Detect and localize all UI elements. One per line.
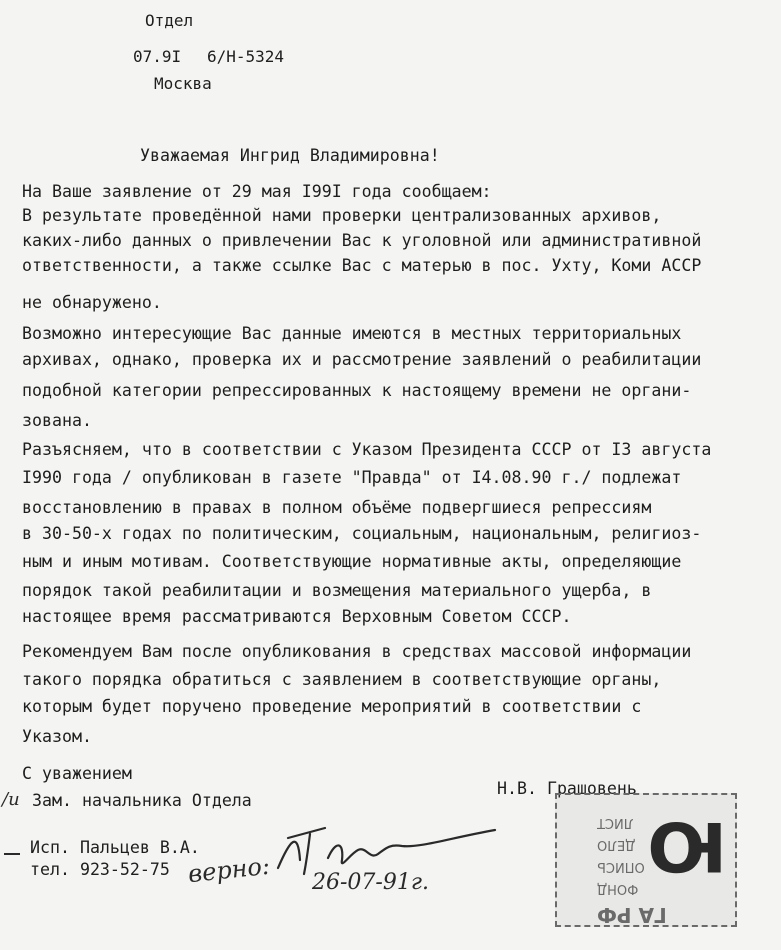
stamp-line: ДЕЛО — [597, 837, 636, 852]
stamp-line: ЛИСТ — [597, 815, 634, 830]
body-line: каких-либо данных о привлечении Вас к уголовной или административной — [22, 231, 702, 250]
handwritten-date: 26-07-91г. — [312, 870, 429, 895]
body-line: В результате проведённой нами проверки централизованных архивов, — [22, 206, 662, 225]
archive-stamp — [555, 793, 737, 927]
body-line: ответственности, а также ссылке Вас с матерью в пос. Ухту, Коми АССР — [22, 256, 702, 275]
reference-date: 07.9I — [133, 47, 182, 66]
stamp-line: ОПИСЬ — [597, 859, 645, 874]
body-line: I990 года / опубликован в газете "Правда" от I4.08.90 г./ подлежат — [22, 468, 682, 487]
body-line: настоящее время рассматриваются Верховным Советом СССР. — [22, 607, 572, 626]
body-line: восстановлению в правах в полном объёме подвергшиеся репрессиям — [22, 498, 652, 517]
margin-handwritten-mark: /и — [2, 789, 20, 810]
body-line: Разъясняем, что в соответствии с Указом Президента СССР от I3 августа — [22, 440, 712, 459]
body-line: которым будет поручено проведение мероприятий в соответствии с — [22, 697, 642, 716]
closing-text: С уважением — [22, 764, 132, 783]
signer-name: Н.В. Грашовень — [497, 779, 637, 798]
body-line: порядок такой реабилитации и возмещения материального ущерба, в — [22, 581, 652, 600]
signer-title: Зам. начальника Отдела — [32, 791, 252, 810]
body-line: ным и иным мотивам. Соответствующие нормативные акты, определяющие — [22, 552, 682, 571]
body-line: зована. — [22, 411, 92, 430]
body-line: в 30-50-х годах по политическим, социальным, национальным, религиоз- — [22, 524, 702, 543]
body-line: Рекомендуем Вам после опубликования в средствах массовой информации — [22, 642, 692, 661]
body-line: подобной категории репрессированных к настоящему времени не органи- — [22, 381, 692, 400]
executor-name: Исп. Пальцев В.А. — [30, 838, 200, 857]
stamp-mark: Ю — [647, 806, 727, 885]
dash-mark — [4, 853, 20, 855]
body-line: архивах, однако, проверка их и рассмотрение заявлений о реабилитации — [22, 350, 702, 369]
body-line: На Ваше заявление от 29 мая I99I года сообщаем: — [22, 182, 492, 201]
salutation: Уважаемая Ингрид Владимировна! — [140, 146, 440, 165]
stamp-line: ГА РФ — [597, 903, 667, 927]
body-line: Возможно интересующие Вас данные имеются в местных территориальных — [22, 324, 682, 343]
reference-number: 6/Н-5324 — [207, 47, 285, 66]
city-label: Москва — [154, 74, 212, 93]
stamp-line: ФОНД — [597, 881, 639, 896]
handwritten-note: верно: — [186, 851, 272, 889]
body-line: такого порядка обратиться с заявлением в соответствующие органы, — [22, 670, 662, 689]
body-line: Указом. — [22, 727, 92, 746]
executor-phone: тел. 923-52-75 — [30, 860, 170, 879]
body-line: не обнаружено. — [22, 293, 162, 312]
department-label: Отдел — [145, 11, 194, 30]
